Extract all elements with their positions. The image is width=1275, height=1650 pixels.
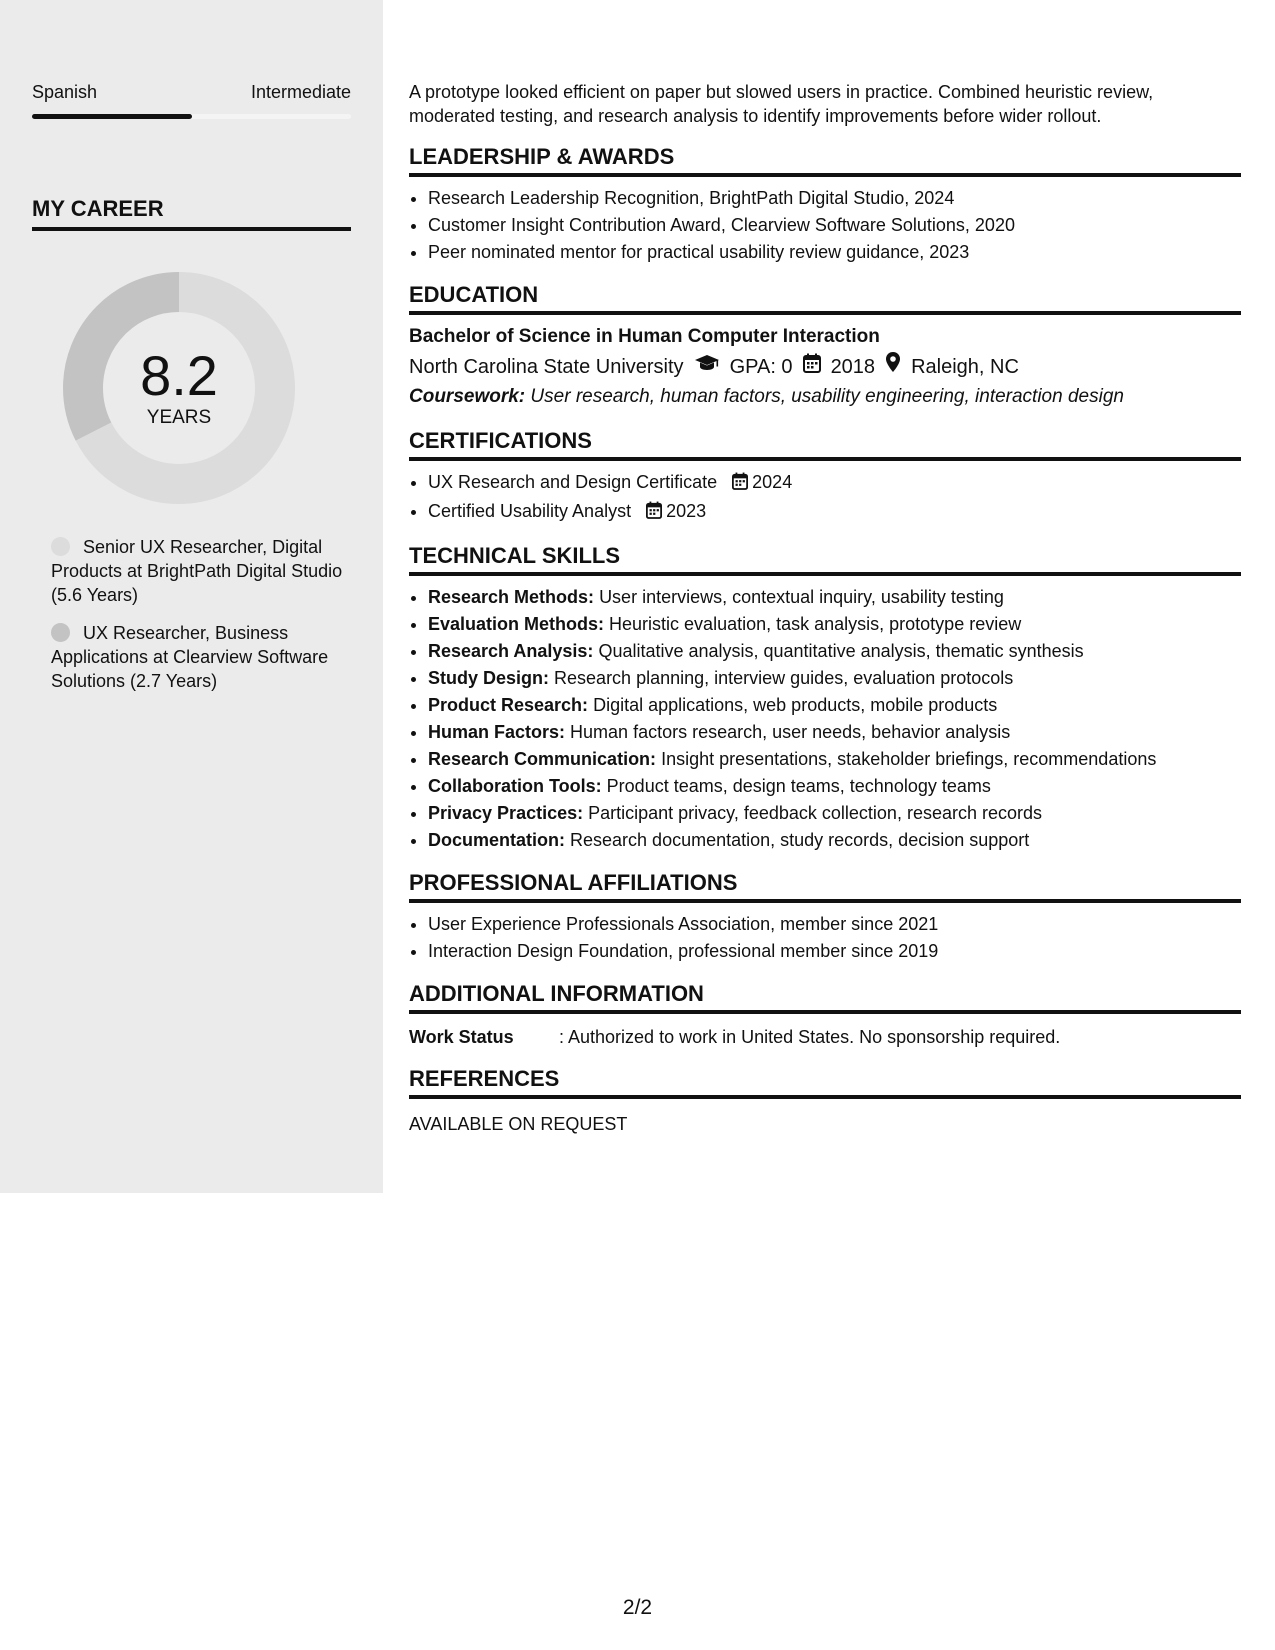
- education-meta: [409, 351, 1241, 382]
- coursework-label: Coursework:: [409, 386, 526, 407]
- list-item: [428, 800, 1241, 827]
- skill-label: Collaboration Tools:: [428, 776, 602, 796]
- language-row: [32, 82, 351, 103]
- career-item: [51, 621, 351, 693]
- section-title-additional: ADDITIONAL INFORMATION: [409, 981, 1241, 1014]
- leadership-list: [409, 185, 1241, 266]
- education-school: North Carolina State University: [409, 355, 684, 378]
- work-status-label: Work Status: [409, 1027, 514, 1047]
- skill-text: Heuristic evaluation, task analysis, prototype review: [609, 614, 1022, 634]
- affiliations-list: [409, 911, 1241, 965]
- list-item: [428, 773, 1241, 800]
- skill-label: Documentation:: [428, 830, 565, 850]
- section-title-skills: TECHNICAL SKILLS: [409, 543, 1241, 576]
- list-item: [428, 692, 1241, 719]
- list-item: [428, 827, 1241, 854]
- career-heading: MY CAREER: [32, 196, 351, 231]
- page-number: 2/2: [622, 1596, 653, 1619]
- education-gpa: GPA: 0: [729, 355, 793, 378]
- skill-label: Research Communication:: [428, 749, 657, 769]
- education-degree: Bachelor of Science in Human Computer Interaction: [409, 326, 880, 347]
- section-title-certifications: CERTIFICATIONS: [409, 428, 1241, 461]
- language-proficiency-fill: [32, 114, 192, 119]
- career-item-label: UX Researcher, Business Applications at Clearview Software Solutions (2.7 Years): [51, 623, 329, 691]
- references-text: AVAILABLE ON REQUEST: [409, 1114, 628, 1134]
- section-title-affiliations: PROFESSIONAL AFFILIATIONS: [409, 870, 1241, 903]
- list-item: • Customer Insight Contribution Award, Clearview Software Solutions, 2020: [428, 212, 1241, 239]
- skill-label: Product Research:: [428, 695, 589, 715]
- skill-label: Human Factors:: [428, 722, 566, 742]
- section-title-references: REFERENCES: [409, 1066, 1241, 1099]
- skill-label: Research Analysis:: [428, 641, 594, 661]
- section-title-education: EDUCATION: [409, 282, 1241, 315]
- career-total: [63, 272, 295, 504]
- language-proficiency-bar: [32, 114, 351, 119]
- sidebar: [0, 0, 383, 1193]
- list-item: [428, 498, 1241, 527]
- education-location: Raleigh, NC: [911, 355, 1019, 378]
- career-total-unit: YEARS: [146, 407, 212, 428]
- education-year: 2018: [830, 355, 876, 378]
- skills-list: [409, 584, 1241, 854]
- intro-paragraph: A prototype looked efficient on paper but slowed users in practice. Combined heuristic review, moderated testing, and research analysis to identify improvements before wider rollout.: [409, 82, 1154, 126]
- section-title-leadership: LEADERSHIP & AWARDS: [409, 144, 1241, 177]
- skill-text: Product teams, design teams, technology teams: [606, 776, 991, 796]
- map-pin-icon: [885, 351, 901, 382]
- certification-name: Certified Usability Analyst: [428, 501, 632, 521]
- career-total-value: 8.2: [140, 344, 218, 407]
- list-item: [428, 611, 1241, 638]
- language-level: Intermediate: [250, 82, 351, 102]
- career-item-label: Senior UX Researcher, Digital Products at BrightPath Digital Studio (5.6 Years): [51, 537, 343, 605]
- graduation-cap-icon: [694, 352, 720, 382]
- list-item: [428, 469, 1241, 498]
- skill-text: Qualitative analysis, quantitative analysis, thematic synthesis: [598, 641, 1084, 661]
- calendar-icon: [803, 352, 821, 382]
- list-item: [428, 719, 1241, 746]
- skill-text: Research planning, interview guides, evaluation protocols: [554, 668, 1014, 688]
- certifications-list: [409, 469, 1241, 527]
- legend-dot: [51, 623, 70, 642]
- skill-text: Human factors research, user needs, behavior analysis: [570, 722, 1011, 742]
- career-list: [51, 535, 351, 707]
- list-item: [428, 665, 1241, 692]
- list-item: [428, 638, 1241, 665]
- coursework-text: User research, human factors, usability engineering, interaction design: [530, 386, 1124, 407]
- skill-label: Research Methods:: [428, 587, 595, 607]
- skill-text: Digital applications, web products, mobile products: [593, 695, 998, 715]
- list-item: • Research Leadership Recognition, BrightPath Digital Studio, 2024: [428, 185, 1241, 212]
- list-item: • Interaction Design Foundation, professional member since 2019: [428, 938, 1241, 965]
- language-name: Spanish: [32, 82, 98, 102]
- certification-year: 2024: [752, 472, 793, 492]
- main-column: [409, 0, 1241, 1137]
- list-item: • Peer nominated mentor for practical usability review guidance, 2023: [428, 239, 1241, 266]
- skill-label: Privacy Practices:: [428, 803, 584, 823]
- calendar-icon: [732, 471, 748, 498]
- skill-text: Research documentation, study records, decision support: [570, 830, 1030, 850]
- calendar-icon: [646, 500, 662, 527]
- skill-text: User interviews, contextual inquiry, usability testing: [599, 587, 1004, 607]
- career-item: [51, 535, 351, 607]
- education-coursework: [409, 382, 1241, 412]
- work-status-row: [409, 1024, 1241, 1050]
- work-status-value: : Authorized to work in United States. No sponsorship required.: [559, 1027, 1061, 1047]
- skill-label: Evaluation Methods:: [428, 614, 605, 634]
- skill-text: Participant privacy, feedback collection, research records: [588, 803, 1043, 823]
- list-item: [428, 584, 1241, 611]
- skill-text: Insight presentations, stakeholder briefings, recommendations: [661, 749, 1157, 769]
- skill-label: Study Design:: [428, 668, 550, 688]
- certification-year: 2023: [666, 501, 707, 521]
- certification-name: UX Research and Design Certificate: [428, 472, 718, 492]
- list-item: [428, 746, 1241, 773]
- list-item: • User Experience Professionals Association, member since 2021: [428, 911, 1241, 938]
- legend-dot: [51, 537, 70, 556]
